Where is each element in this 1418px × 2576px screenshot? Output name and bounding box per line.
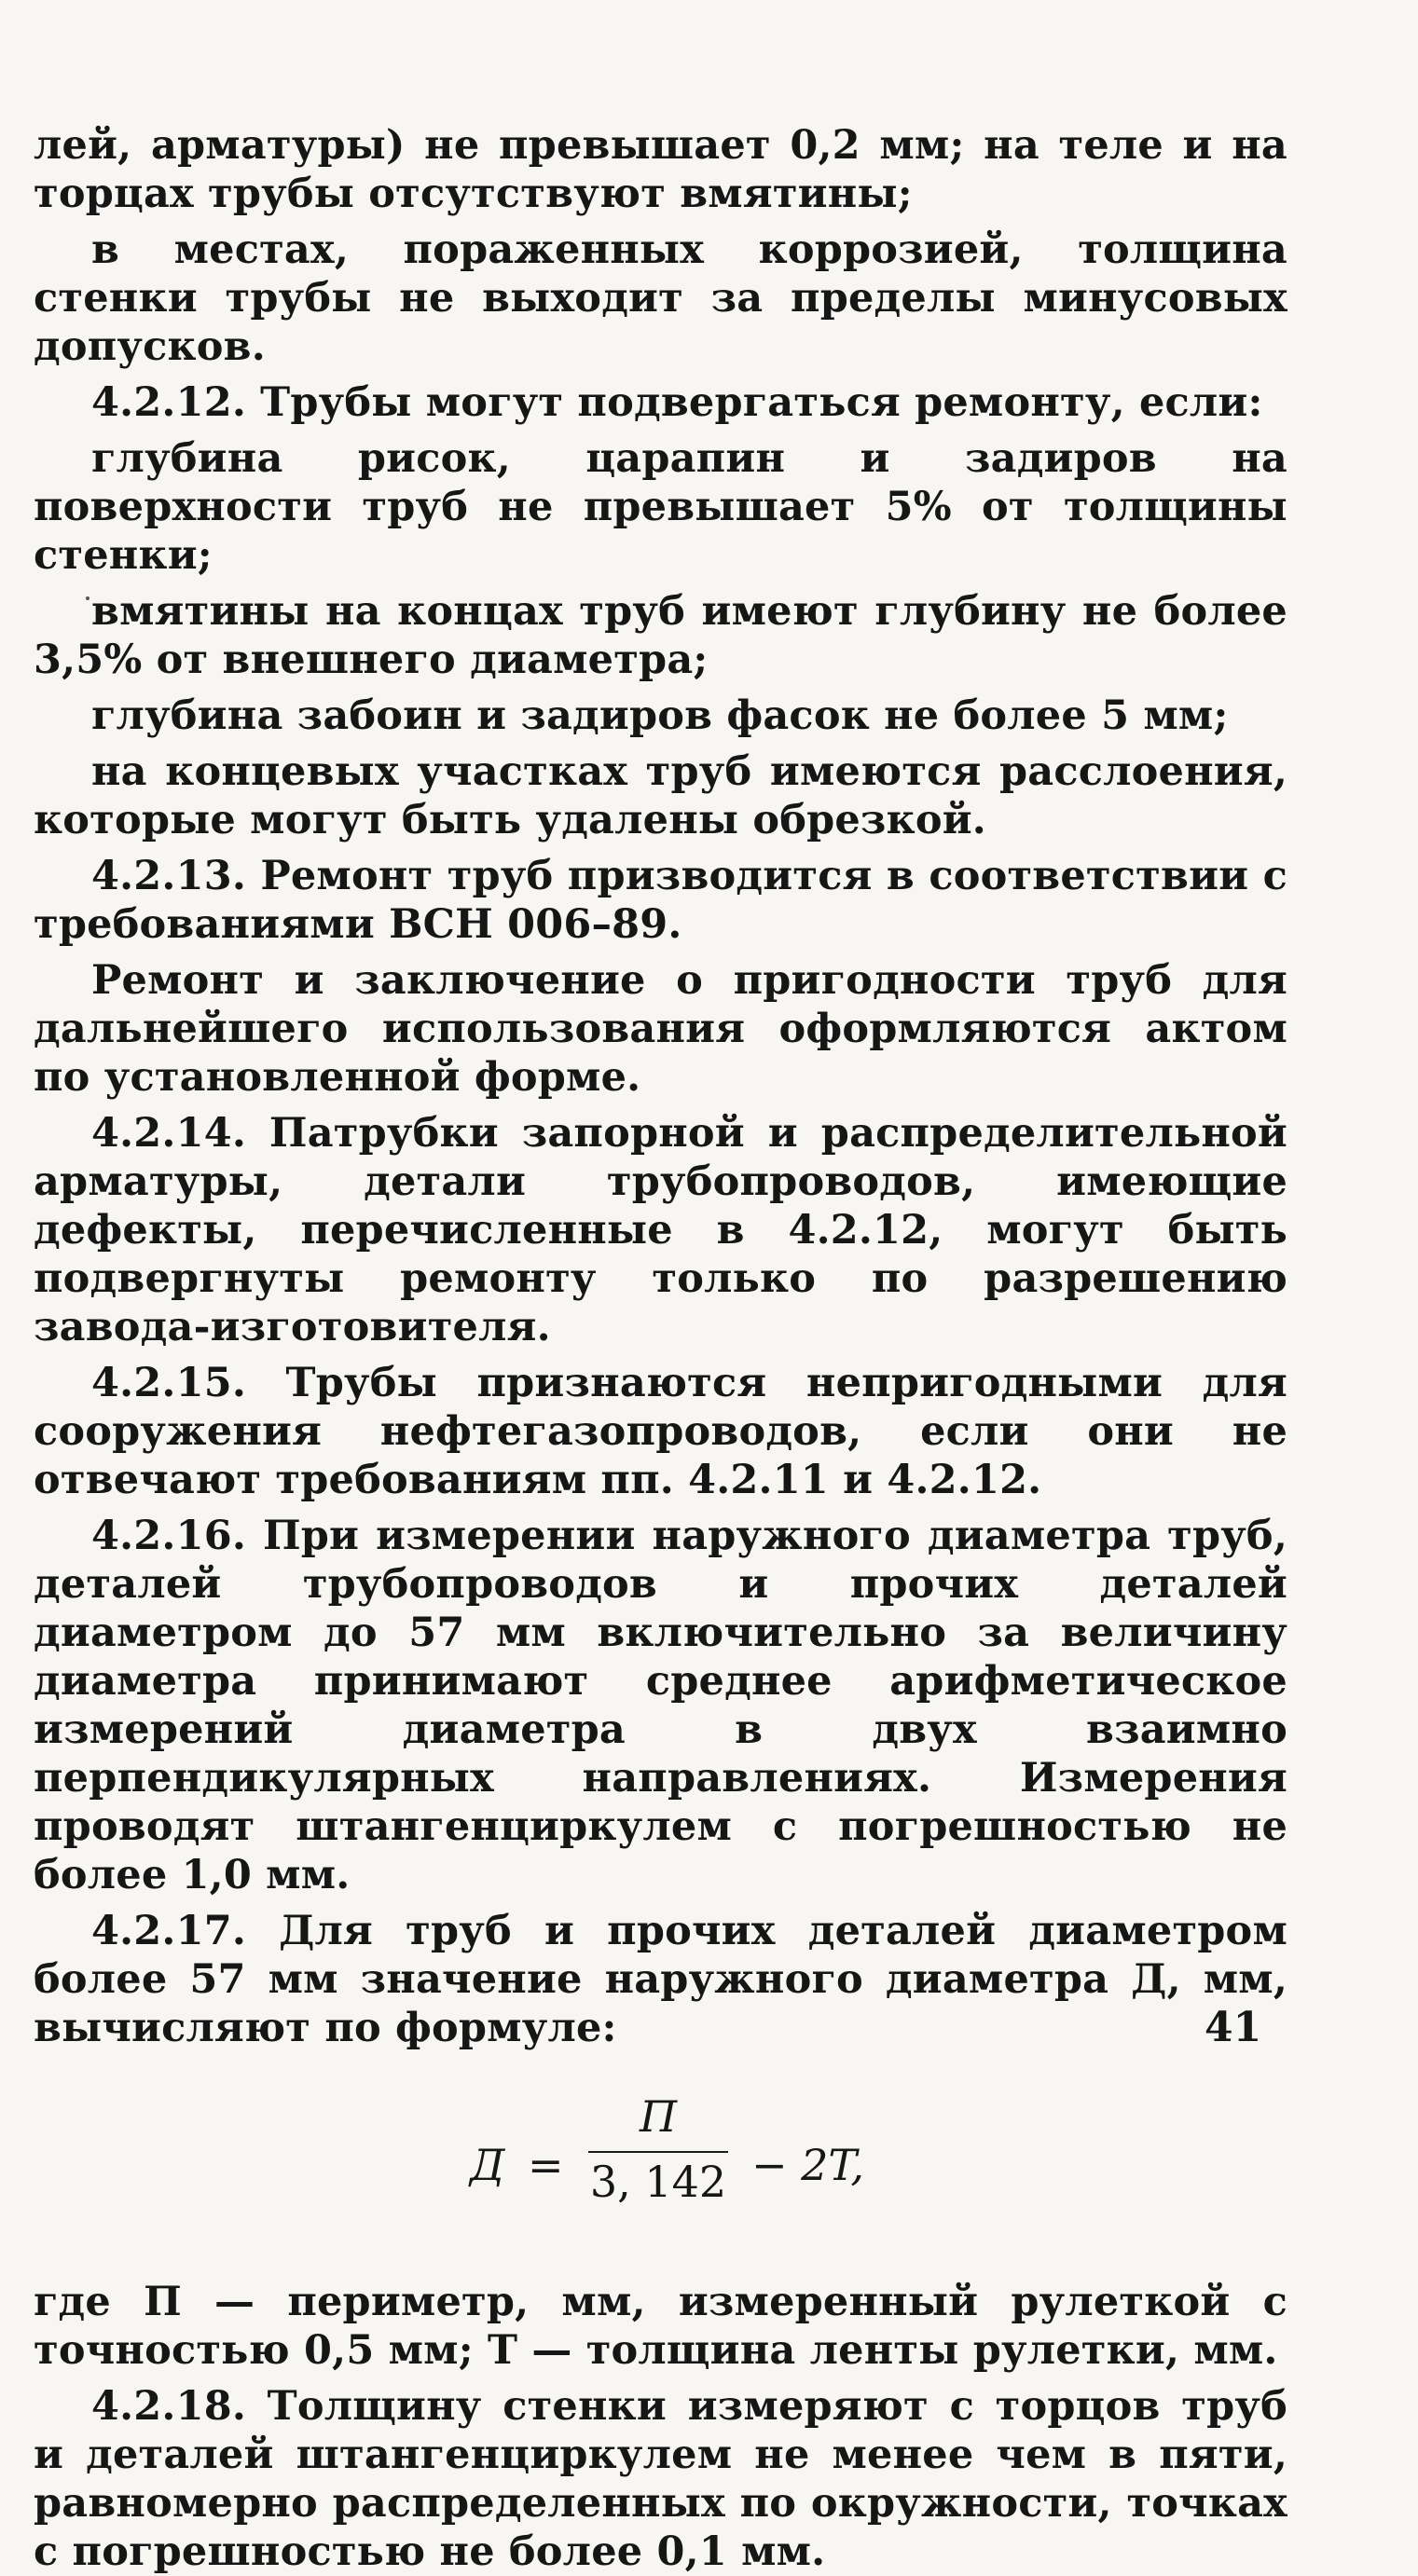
paragraph-4-2-18: 4.2.18. Толщину стенки измеряют с торцов труб и деталей штангенциркулем не менее чем в пяти, равномерно распределенных по окружности, точках с погрешностью не более 0,1 мм. — [34, 2383, 1287, 2575]
formula-denominator: 3, 142 — [589, 2157, 727, 2207]
paragraph-4-2-17: 4.2.17. Для труб и прочих деталей диаметром более 57 мм значение наружного диаметра Д, мм, вычисляют по формуле: — [34, 1908, 1287, 2051]
formula-rest: − 2T, — [751, 2140, 864, 2190]
paragraph-4-2-12: 4.2.12. Трубы могут подвергаться ремонту, если: — [91, 379, 1263, 426]
formula-fraction — [588, 2086, 728, 2209]
paragraph-4-2-13: 4.2.13. Ремонт труб призводится в соответствии с требованиями ВСН 006–89. — [34, 853, 1287, 948]
paragraph-repair-act: Ремонт и заключение о пригодности труб для дальнейшего использования оформляются актом по установленной форме. — [34, 957, 1287, 1101]
paragraph-4-2-14: 4.2.14. Патрубки запорной и распределительной арматуры, детали трубопроводов, имеющие дефекты, перечисленные в 4.2.12, могут быть подвергнуты ремонту только по разрешению завода-изготовителя. — [34, 1110, 1287, 1350]
paragraph-corrosion: в местах, пораженных коррозией, толщина стенки трубы не выходит за пределы минусовых допусков. — [34, 226, 1287, 370]
diameter-formula — [34, 2086, 1287, 2244]
paragraph-4-2-15: 4.2.15. Трубы признаются непригодными для сооружения нефтегазопроводов, если они не отвечают требованиям пп. 4.2.11 и 4.2.12. — [34, 1360, 1287, 1503]
paragraph-4-2-16: 4.2.16. При измерении наружного диаметра труб, деталей трубопроводов и прочих деталей диаметром до 57 мм включительно за величину диаметра принимают среднее арифметическое измерений диаметра в двух взаимно перпендикулярных направлениях. Измерения проводят штангенциркулем с погрешностью не более 1,0 мм. — [34, 1513, 1287, 1898]
paragraph-dents: вмятины на концах труб имеют глубину не более 3,5% от внешнего диаметра; — [34, 588, 1287, 683]
paragraph-continuation: лей, арматуры) не превышает 0,2 мм; на теле и на торцах трубы отсутствуют вмятины; — [34, 122, 1287, 217]
paragraph-where: где П — периметр, мм, измеренный рулеткой с точностью 0,5 мм; Т — толщина ленты рулетки, мм. — [34, 2279, 1287, 2374]
paragraph-delamination: на концевых участках труб имеются расслоения, которые могут быть удалены обрезкой. — [34, 748, 1287, 843]
paragraph-scratches: глубина рисок, царапин и задиров на поверхности труб не превышает 5% от толщины стенки; — [34, 435, 1287, 579]
formula-numerator: П — [639, 2091, 678, 2142]
formula-equals: = — [528, 2140, 564, 2190]
paragraph-chamfers: глубина забоин и задиров фасок не более 5 мм; — [91, 692, 1229, 739]
formula-lhs: Д — [470, 2140, 505, 2190]
page-number: 41 — [1205, 2004, 1262, 2051]
margin-speck — [86, 596, 89, 600]
fraction-bar — [588, 2151, 728, 2153]
